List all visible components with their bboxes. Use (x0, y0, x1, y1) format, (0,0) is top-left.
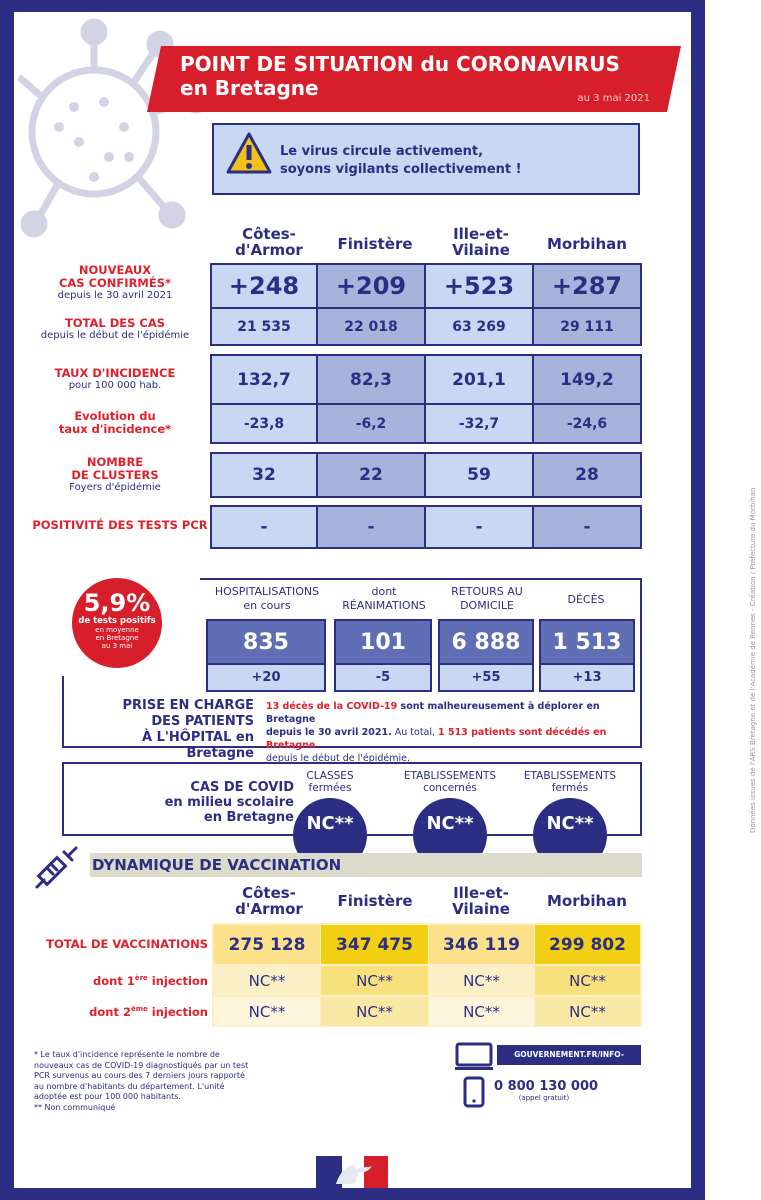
taux-cell: 82,3 (318, 356, 424, 403)
hosp-delta-cell: +55 (438, 665, 534, 692)
label-evolution: Evolution du taux d'incidence* (58, 409, 172, 436)
positivity-line4: au 3 mai (101, 642, 133, 650)
vac-dose2-cell: NC** (214, 997, 320, 1026)
schools-panel (62, 762, 642, 836)
vac-total-label: TOTAL DE VACCINATIONS (46, 937, 208, 951)
vac-col-header-finistere: Finistère (337, 892, 413, 910)
evolution-cell: -23,8 (212, 405, 316, 442)
taux-cell: 132,7 (212, 356, 316, 403)
title-line2: en Bretagne (180, 76, 319, 100)
evolution-cell: -24,6 (534, 405, 640, 442)
clusters-cell: 28 (534, 454, 640, 496)
alert-box (212, 123, 640, 195)
label-total: TOTAL DES CAS depuis le début de l'épidémie (40, 316, 190, 341)
vac-total-cell: 275 128 (214, 925, 320, 964)
hosp-value-cell: 1 513 (539, 619, 635, 665)
hosp-header-retours: RETOURS AU DOMICILE (451, 585, 523, 612)
label-clusters: NOMBRE DE CLUSTERS Foyers d'épidémie (69, 455, 161, 493)
positivity-value: 5,9% (83, 589, 151, 617)
vac-dose1-cell: NC** (535, 966, 640, 995)
vaccination-title: DYNAMIQUE DE VACCINATION (92, 856, 342, 874)
marianne-logo (316, 1156, 388, 1188)
col-header-morbihan: Morbihan (547, 235, 627, 253)
vac-dose1-cell: NC** (429, 966, 534, 995)
clusters-cell: 32 (212, 454, 316, 496)
total-cell: 22 018 (318, 309, 424, 344)
positivity-line2: en moyenne (95, 626, 139, 634)
total-cell: 29 111 (534, 309, 640, 344)
vac-dose2-cell: NC** (321, 997, 428, 1026)
alert-line2: soyons vigilants collectivement ! (280, 162, 522, 177)
clusters-cell: 22 (318, 454, 424, 496)
pcr-cell: - (534, 507, 640, 547)
title-line1: POINT DE SITUATION du CORONAVIRUS (180, 52, 620, 76)
nouveaux-cell: +209 (318, 265, 424, 307)
vac-dose2-cell: NC** (429, 997, 534, 1026)
nouveaux-cell: +287 (534, 265, 640, 307)
footnote: * Le taux d'incidence représente le nombre de nouveaux cas de COVID-19 diagnostiqués par un test PCR survenus au cours des 7 derniers jours rapporté au nombre d'habitants du département. L'unité adoptée est pour 100 000 habitants. ** Non communiqué (34, 1050, 249, 1112)
evolution-cell: -32,7 (426, 405, 532, 442)
col-header-ille-et-vilaine: Ille-et- Vilaine (452, 225, 510, 259)
alert-line1: Le virus circule activement, (280, 144, 484, 159)
hospital-note: 13 décès de la COVID-19 sont malheureusement à déplorer en Bretagne depuis le 30 avril 2021. Au total, 1 513 patients sont décédés en Bretagne depuis le début de l'épidémie. (266, 701, 607, 764)
vac-dose1-cell: NC** (321, 966, 428, 995)
pcr-cell: - (318, 507, 424, 547)
hosp-delta-cell: +20 (206, 665, 326, 692)
vac-col-header-ille-et-vilaine: Ille-et- Vilaine (452, 884, 510, 918)
positivity-badge (72, 578, 162, 668)
marianne-profile-icon (330, 1160, 374, 1186)
phone-icon (462, 1076, 486, 1108)
schools-value-circle: NC** (533, 798, 607, 872)
frame-left (0, 0, 14, 1200)
frame-bottom (0, 1188, 705, 1200)
vac-dose1-label: dont 1ère injection (93, 974, 208, 988)
schools-col-classes: CLASSES fermées (306, 770, 354, 794)
schools-title: CAS DE COVID en milieu scolaire en Bretagne (164, 780, 294, 825)
report-date: au 3 mai 2021 (577, 93, 650, 104)
vac-total-cell: 299 802 (535, 925, 640, 964)
warning-icon (226, 131, 272, 175)
hosp-header-reanimations: dont RÉANIMATIONS (342, 585, 426, 612)
evolution-cell: -6,2 (318, 405, 424, 442)
taux-cell: 201,1 (426, 356, 532, 403)
pcr-cell: - (212, 507, 316, 547)
syringe-icon (34, 842, 82, 890)
frame-right (691, 0, 705, 1200)
frame-top (0, 0, 705, 12)
website-link[interactable]: GOUVERNEMENT.FR/INFO-CORONAVIRUS (497, 1045, 641, 1065)
col-header-finistere: Finistère (337, 235, 413, 253)
vac-total-cell: 346 119 (429, 925, 534, 964)
hosp-delta-cell: -5 (334, 665, 432, 692)
vac-col-header-cotes-darmor: Côtes- d'Armor (235, 884, 303, 918)
phone-note: (appel gratuit) (518, 1094, 570, 1102)
schools-col-etab-fermes: ETABLISSEMENTS fermés (523, 770, 617, 794)
vac-dose2-label: dont 2ème injection (89, 1005, 208, 1019)
hosp-header-deces: DÉCÈS (567, 593, 605, 606)
label-taux: TAUX D'INCIDENCE pour 100 000 hab. (54, 366, 176, 391)
computer-icon (454, 1042, 494, 1072)
schools-value-circle: NC** (293, 798, 367, 872)
pcr-cell: - (426, 507, 532, 547)
side-credit: Données issues de l'ARS Bretagne et de l'Académie de Rennes - Création / Préfecture du Morbihan (749, 487, 757, 833)
schools-value-circle: NC** (413, 798, 487, 872)
vac-dose2-cell: NC** (535, 997, 640, 1026)
hosp-value-cell: 6 888 (438, 619, 534, 665)
total-cell: 63 269 (426, 309, 532, 344)
vac-total-cell: 347 475 (321, 925, 428, 964)
positivity-line1: de tests positifs (78, 616, 156, 626)
vac-dose1-cell: NC** (214, 966, 320, 995)
schools-col-etab-concernes: ETABLISSEMENTS concernés (403, 770, 497, 794)
total-cell: 21 535 (212, 309, 316, 344)
hosp-delta-cell: +13 (539, 665, 635, 692)
positivity-line3: en Bretagne (95, 634, 139, 642)
nouveaux-cell: +523 (426, 265, 532, 307)
taux-cell: 149,2 (534, 356, 640, 403)
col-header-cotes-darmor: Côtes- d'Armor (235, 225, 303, 259)
hosp-value-cell: 101 (334, 619, 432, 665)
hosp-value-cell: 835 (206, 619, 326, 665)
label-pcr: POSITIVITÉ DES TESTS PCR (32, 518, 208, 532)
nouveaux-cell: +248 (212, 265, 316, 307)
vac-col-header-morbihan: Morbihan (547, 892, 627, 910)
clusters-cell: 59 (426, 454, 532, 496)
hosp-header-hospitalisations: HOSPITALISATIONS en cours (214, 585, 320, 612)
hospital-title: PRISE EN CHARGE DES PATIENTS À L'HÔPITAL en Bretagne (122, 698, 254, 761)
phone-number[interactable]: 0 800 130 000 (494, 1079, 599, 1094)
label-nouveaux: NOUVEAUX CAS CONFIRMÉS* depuis le 30 avril 2021 (57, 263, 173, 301)
alert-text (280, 143, 522, 179)
